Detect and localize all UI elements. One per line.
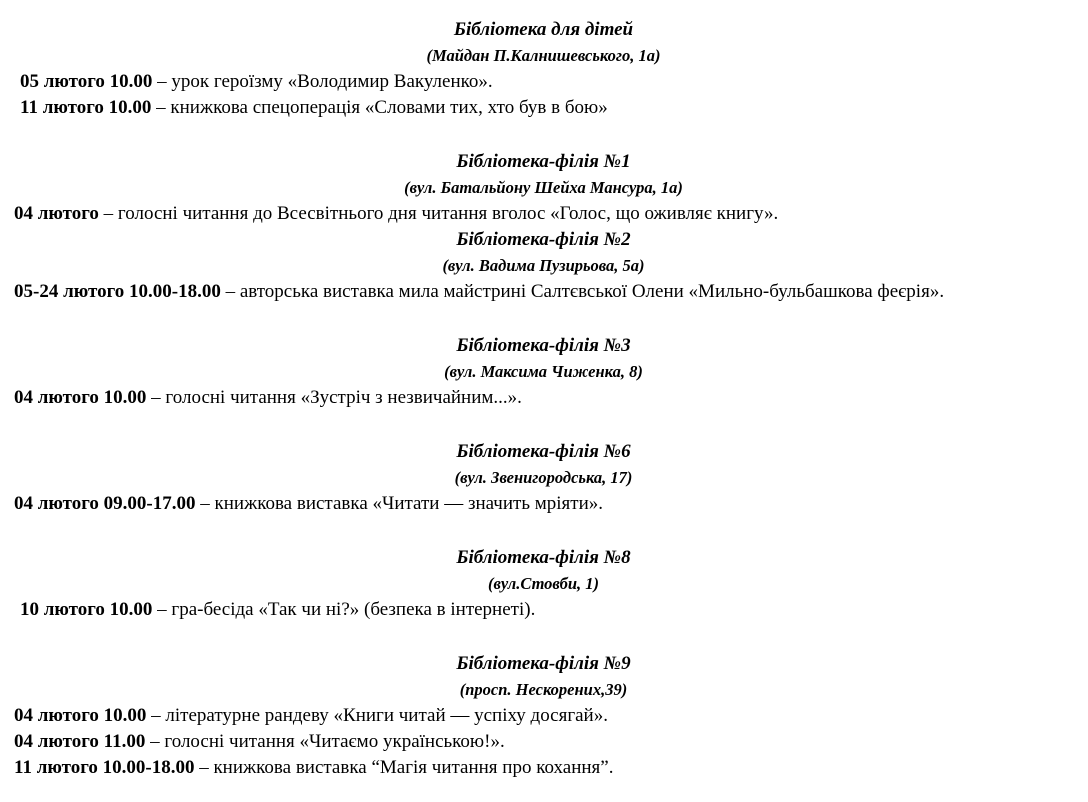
section-address: (просп. Нескорених,39) bbox=[459, 680, 628, 699]
event-date: 04 лютого 10.00 bbox=[14, 387, 147, 408]
section-title: Бібліотека-філія №1 bbox=[456, 151, 631, 172]
section-branch-2 bbox=[14, 227, 1073, 305]
event-line bbox=[14, 729, 1073, 755]
section-branch-6 bbox=[14, 439, 1073, 517]
event-date: 04 лютого 11.00 bbox=[14, 731, 146, 752]
event-text: – книжкова спецоперація «Словами тих, хто був в бою» bbox=[151, 97, 608, 118]
event-text: – авторська виставка мила майстрині Салтєвської Олени «Мильно-бульбашкова феєрія». bbox=[220, 281, 945, 302]
section-address: (вул.Стовби, 1) bbox=[487, 574, 599, 593]
section-title: Бібліотека-філія №8 bbox=[456, 547, 631, 568]
section-title: Бібліотека-філія №6 bbox=[456, 441, 631, 462]
section-branch-9 bbox=[14, 651, 1073, 781]
event-line bbox=[14, 279, 1073, 305]
event-date: 10 лютого 10.00 bbox=[20, 599, 153, 620]
event-date: 11 лютого 10.00 bbox=[20, 97, 152, 118]
event-text: – книжкова виставка “Магія читання про кохання”. bbox=[194, 757, 614, 778]
event-date: 04 лютого bbox=[14, 203, 99, 224]
section-address: (вул. Максима Чиженка, 8) bbox=[444, 362, 643, 381]
event-date: 05-24 лютого 10.00-18.00 bbox=[14, 281, 221, 302]
section-address: (вул. Батальйону Шейха Мансура, 1а) bbox=[404, 178, 683, 197]
event-line bbox=[14, 755, 1073, 781]
event-line bbox=[14, 201, 1073, 227]
section-address: (вул. Вадима Пузирьова, 5а) bbox=[442, 256, 645, 275]
event-date: 04 лютого 09.00-17.00 bbox=[14, 493, 196, 514]
section-address: (вул. Звенигородська, 17) bbox=[454, 468, 633, 487]
event-line bbox=[14, 597, 1073, 623]
section-title: Бібліотека-філія №2 bbox=[456, 229, 631, 250]
section-branch-1 bbox=[14, 149, 1073, 227]
event-line bbox=[14, 703, 1073, 729]
event-text: – голосні читання «Зустріч з незвичайним...». bbox=[146, 387, 522, 408]
event-text: – гра-бесіда «Так чи ні?» (безпека в інтернеті). bbox=[152, 599, 536, 620]
section-title: Бібліотека-філія №9 bbox=[456, 653, 631, 674]
event-line bbox=[14, 69, 1073, 95]
section-title: Бібліотека для дітей bbox=[453, 19, 634, 40]
event-text: – голосні читання «Читаємо українською!». bbox=[145, 731, 505, 752]
event-text: – урок героїзму «Володимир Вакуленко». bbox=[152, 71, 493, 92]
event-line bbox=[14, 385, 1073, 411]
event-text: – літературне рандеву «Книги читай — успіху досягай». bbox=[146, 705, 608, 726]
section-address: (Майдан П.Калнишевського, 1а) bbox=[426, 46, 661, 65]
section-title: Бібліотека-філія №3 bbox=[456, 335, 631, 356]
event-text: – книжкова виставка «Читати — значить мріяти». bbox=[195, 493, 604, 514]
section-branch-8 bbox=[14, 545, 1073, 623]
event-line bbox=[14, 491, 1073, 517]
event-date: 04 лютого 10.00 bbox=[14, 705, 147, 726]
event-text: – голосні читання до Всесвітнього дня читання вголос «Голос, що оживляє книгу». bbox=[98, 203, 779, 224]
section-branch-3 bbox=[14, 333, 1073, 411]
event-date: 11 лютого 10.00-18.00 bbox=[14, 757, 195, 778]
event-line bbox=[14, 95, 1073, 121]
section-children-library bbox=[14, 17, 1073, 121]
event-date: 05 лютого 10.00 bbox=[20, 71, 153, 92]
